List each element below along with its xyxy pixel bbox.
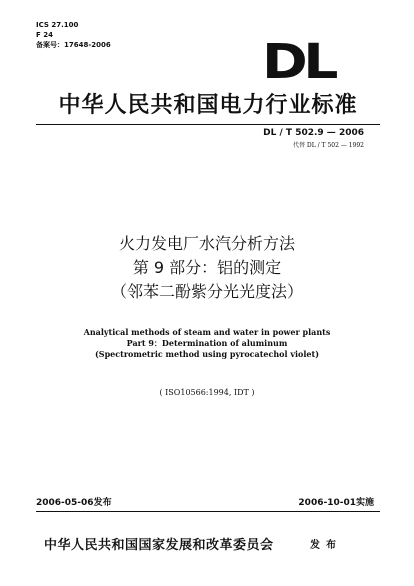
- english-title-line-1: Analytical methods of steam and water in power plants: [83, 327, 331, 337]
- chinese-title: [0, 232, 414, 304]
- dl-logo: DL: [262, 34, 334, 90]
- issue-date: 2006-05-06发布: [36, 498, 112, 508]
- category-code: F 24: [36, 31, 53, 39]
- chinese-title-line-2: 第 9 部分：铝的测定: [132, 258, 282, 277]
- implementation-date: 2006-10-01实施: [298, 498, 374, 508]
- ics-code: ICS 27.100: [36, 21, 79, 29]
- english-title-line-3: (Spectrometric method using pyrocatechol violet): [95, 349, 319, 359]
- top-divider: [36, 124, 380, 125]
- chinese-title-line-3: （邻苯二酚紫分光光度法）: [110, 282, 303, 301]
- iso-equivalence: ( ISO10566:1994, IDT ): [159, 388, 255, 397]
- english-title-line-2: Part 9：Determination of aluminum: [126, 338, 288, 348]
- standard-title: 中华人民共和国电力行业标准: [58, 92, 358, 118]
- bottom-divider: [36, 511, 380, 512]
- standard-number: DL / T 502.9 — 2006: [263, 128, 364, 138]
- english-title: [0, 327, 414, 360]
- issue-label: 发布: [310, 540, 342, 551]
- chinese-title-line-1: 火力发电厂水汽分析方法: [118, 234, 295, 253]
- classification-block: [36, 20, 111, 50]
- record-number: 备案号：17648-2006: [36, 41, 111, 49]
- issuing-authority: 中华人民共和国国家发展和改革委员会: [44, 538, 274, 553]
- replaces-note: 代替 DL / T 502 — 1992: [293, 142, 364, 149]
